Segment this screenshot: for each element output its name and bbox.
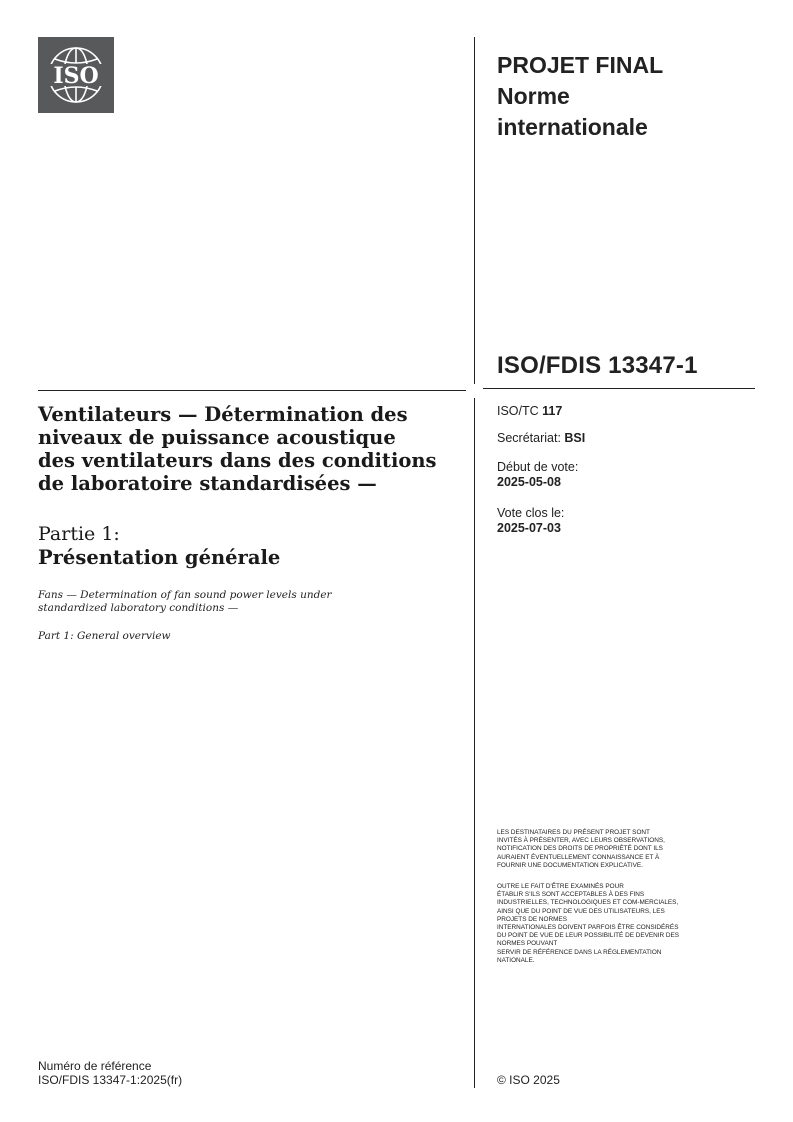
- horizontal-divider-left: [38, 390, 466, 391]
- status-line-2: Norme: [497, 83, 570, 110]
- document-number: ISO/FDIS 13347-1: [497, 352, 698, 379]
- part-title: Présentation générale: [38, 546, 281, 569]
- english-title-line-1: Fans — Determination of fan sound power levels under: [38, 589, 332, 601]
- title-line-3: des ventilateurs dans des conditions: [38, 449, 437, 472]
- horizontal-divider-right: [483, 388, 755, 389]
- document-status: [497, 50, 757, 143]
- iso-logo: [38, 37, 114, 113]
- vote-end: [497, 506, 747, 536]
- reference-label: Numéro de référence: [38, 1059, 152, 1073]
- technical-committee: [497, 404, 747, 419]
- notice-paragraph-2: OUTRE LE FAIT D'ÊTRE EXAMINÉS POUR ÉTABLIR S'ILS SONT ACCEPTABLES À DES FINS INDUSTRIELLES, TECHNOLOGIQUES ET COM-MERCIALES, AINSI QUE DU POINT DE VUE DES UTILISATEURS, LES PROJETS DE NORMES INTERNATIONALES DOIVENT PARFOIS ÊTRE CONSIDÉRÉS DU POINT DE VUE DE LEUR POSSIBILITÉ DE DEVENIR DES NORMES POUVANT SERVIR DE RÉFÉRENCE DANS LA RÉGLEMENTATION NATIONALE.: [497, 883, 680, 964]
- status-line-3: internationale: [497, 114, 648, 141]
- tc-label: ISO/TC: [497, 404, 539, 418]
- vote-start-label: Début de vote:: [497, 460, 579, 474]
- english-title: [38, 589, 428, 614]
- copyright: © ISO 2025: [497, 1073, 560, 1087]
- document-title-fr: [38, 403, 458, 495]
- tc-value: 117: [542, 404, 563, 418]
- title-line-1: Ventilateurs — Détermination des: [38, 403, 408, 426]
- notice-paragraph-1: LES DESTINATAIRES DU PRÉSENT PROJET SONT INVITÉS À PRÉSENTER, AVEC LEURS OBSERVATIONS, NOTIFICATION DES DROITS DE PROPRIÉTÉ DONT ILS AURAIENT ÉVENTUELLEMENT CONNAISSANCE ET À FOURNIR UNE DOCUMENTATION EXPLICATIVE.: [497, 829, 665, 869]
- secretariat-value: BSI: [564, 431, 586, 445]
- reference-value: ISO/FDIS 13347-1:2025(fr): [38, 1073, 183, 1088]
- english-part: Part 1: General overview: [38, 630, 171, 642]
- vote-end-label: Vote clos le:: [497, 506, 565, 520]
- title-line-4: de laboratoire standardisées —: [38, 472, 377, 495]
- iso-logo-text: ISO: [53, 63, 99, 89]
- secretariat-label: Secrétariat:: [497, 431, 561, 445]
- vote-end-date: 2025-07-03: [497, 521, 561, 535]
- vertical-divider-top: [474, 37, 475, 384]
- reference-number: [38, 1059, 182, 1088]
- title-line-2: niveaux de puissance acoustique: [38, 426, 396, 449]
- status-line-1: PROJET FINAL: [497, 52, 664, 78]
- vote-start: [497, 460, 747, 490]
- secretariat: [497, 431, 747, 446]
- vertical-divider-bottom: [474, 398, 475, 1088]
- english-title-line-2: standardized laboratory conditions —: [38, 601, 239, 614]
- iso-globe-icon: [38, 37, 114, 113]
- part-label: Partie 1:: [38, 523, 120, 545]
- vote-start-date: 2025-05-08: [497, 475, 561, 489]
